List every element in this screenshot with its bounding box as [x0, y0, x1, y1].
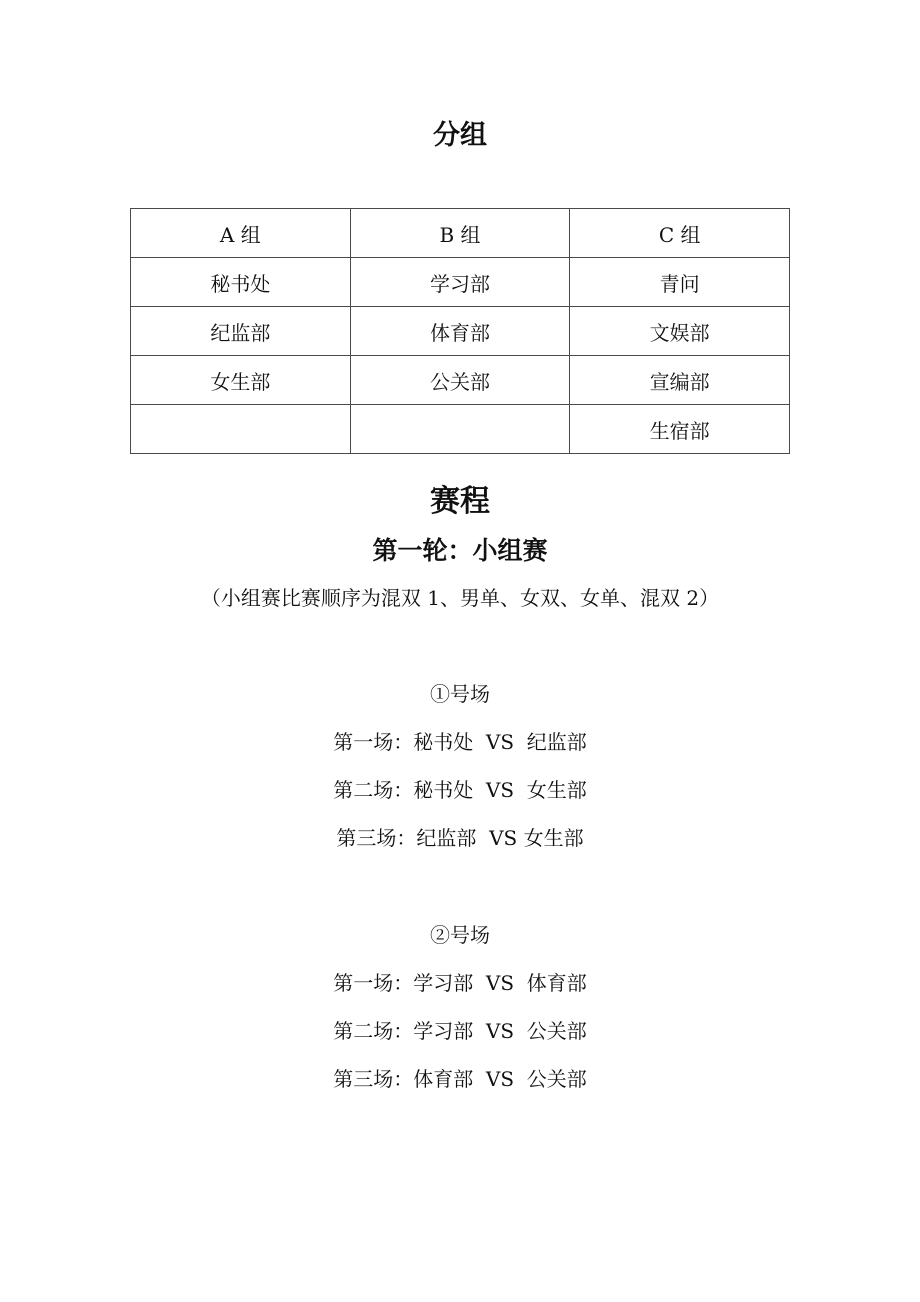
court-1-schedule [0, 677, 920, 855]
groups-table [130, 208, 790, 454]
table-cell: 女生部 [131, 356, 351, 405]
schedule-title: 赛程 [430, 484, 490, 519]
match-item: 第二场：学习部 VS 公关部 [333, 1019, 587, 1043]
table-cell [131, 405, 351, 454]
table-cell: 秘书处 [131, 258, 351, 307]
table-row [131, 307, 790, 356]
table-row [131, 405, 790, 454]
table-cell [350, 405, 570, 454]
page-title: 分组 [433, 120, 487, 151]
match-item: 第三场：纪监部 VS 女生部 [336, 826, 584, 850]
table-row [131, 356, 790, 405]
court-label: ②号场 [430, 923, 490, 947]
table-header-row [131, 209, 790, 258]
court-label: ①号场 [430, 682, 490, 706]
table-cell: 学习部 [350, 258, 570, 307]
table-row [131, 258, 790, 307]
match-item: 第一场：学习部 VS 体育部 [333, 971, 587, 995]
table-cell: 宣编部 [570, 356, 790, 405]
table-cell: 青问 [570, 258, 790, 307]
match-item: 第二场：秘书处 VS 女生部 [333, 778, 587, 802]
round-title: 第一轮：小组赛 [372, 536, 548, 565]
table-cell: 体育部 [350, 307, 570, 356]
table-cell: 纪监部 [131, 307, 351, 356]
match-item: 第三场：体育部 VS 公关部 [333, 1067, 587, 1091]
table-cell: 公关部 [350, 356, 570, 405]
court-2-schedule [0, 918, 920, 1096]
match-order-note: （小组赛比赛顺序为混双 1、男单、女双、女单、混双 2） [200, 586, 720, 610]
table-cell: 生宿部 [570, 405, 790, 454]
table-cell: 文娱部 [570, 307, 790, 356]
header-group-c: C 组 [570, 209, 790, 258]
header-group-b: B 组 [350, 209, 570, 258]
header-group-a: A 组 [131, 209, 351, 258]
match-item: 第一场：秘书处 VS 纪监部 [333, 730, 587, 754]
